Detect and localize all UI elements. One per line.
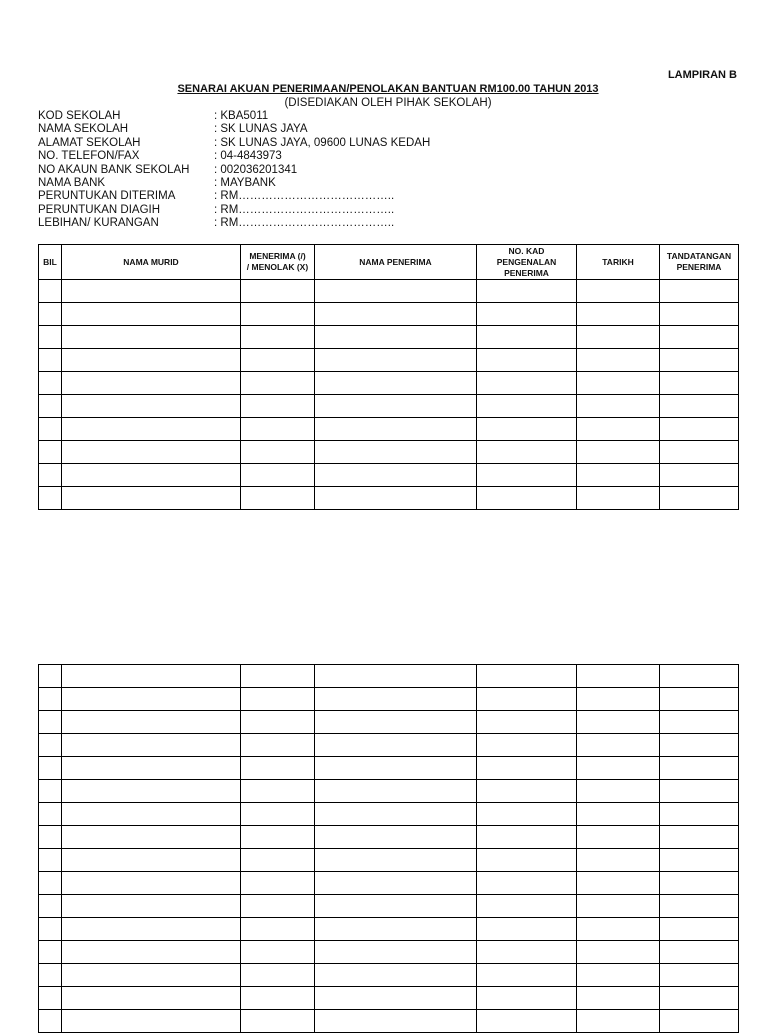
table-cell[interactable]: [39, 303, 62, 326]
table-cell[interactable]: [477, 757, 577, 780]
table-row: [39, 395, 739, 418]
table-cell[interactable]: [477, 349, 577, 372]
table-cell[interactable]: [477, 441, 577, 464]
table-cell[interactable]: [660, 418, 739, 441]
table-cell[interactable]: [241, 918, 315, 941]
table-row: [39, 303, 739, 326]
info-value: : SK LUNAS JAYA: [214, 123, 308, 136]
info-value: : KBA5011: [214, 110, 269, 122]
table-cell[interactable]: [577, 941, 660, 964]
table-cell[interactable]: [62, 665, 241, 688]
table-row: [39, 1010, 739, 1033]
table-cell[interactable]: [39, 872, 62, 895]
table-cell[interactable]: [477, 987, 577, 1010]
table-cell[interactable]: [577, 487, 660, 510]
table-cell[interactable]: [660, 803, 739, 826]
table-cell[interactable]: [39, 826, 62, 849]
table-row: [39, 941, 739, 964]
table-row: [39, 849, 739, 872]
table-cell[interactable]: [241, 895, 315, 918]
info-value: : RM…………………………………..: [214, 190, 395, 203]
column-header-tarikh: TARIKH: [577, 245, 660, 280]
table-cell[interactable]: [315, 665, 477, 688]
table-cell[interactable]: [241, 849, 315, 872]
table-cell[interactable]: [62, 872, 241, 895]
info-label: NO AKAUN BANK SEKOLAH: [38, 163, 190, 176]
table-cell[interactable]: [315, 303, 477, 326]
table-cell[interactable]: [62, 757, 241, 780]
table-cell[interactable]: [39, 418, 62, 441]
table-cell[interactable]: [241, 349, 315, 372]
lampiran-label: LAMPIRAN B: [667, 69, 737, 81]
table-cell[interactable]: [660, 326, 739, 349]
column-header-no-kad-pengenalan: NO. KAD PENGENALAN PENERIMA: [477, 245, 577, 280]
info-label: PERUNTUKAN DIAGIH: [38, 203, 161, 216]
table-cell[interactable]: [660, 987, 739, 1010]
table-cell[interactable]: [477, 395, 577, 418]
table-cell[interactable]: [577, 849, 660, 872]
table-cell[interactable]: [315, 826, 477, 849]
table-cell[interactable]: [39, 326, 62, 349]
table-cell[interactable]: [315, 688, 477, 711]
table-cell[interactable]: [660, 872, 739, 895]
table-row: [39, 872, 739, 895]
table-cell[interactable]: [62, 303, 241, 326]
table-row: [39, 803, 739, 826]
table-cell[interactable]: [577, 964, 660, 987]
table-cell[interactable]: [660, 280, 739, 303]
table-cell[interactable]: [577, 441, 660, 464]
table-row: [39, 895, 739, 918]
table-cell[interactable]: [660, 757, 739, 780]
table-cell[interactable]: [477, 1010, 577, 1033]
table-cell[interactable]: [39, 349, 62, 372]
table-cell[interactable]: [241, 464, 315, 487]
table-cell[interactable]: [477, 487, 577, 510]
table-cell[interactable]: [577, 280, 660, 303]
info-row-alamat-sekolah: [38, 137, 430, 150]
table-cell[interactable]: [39, 280, 62, 303]
table-cell[interactable]: [577, 372, 660, 395]
table-row: [39, 757, 739, 780]
table-cell[interactable]: [315, 1010, 477, 1033]
info-value: : 04-4843973: [214, 150, 282, 163]
column-header-menerima-menolak: MENERIMA (/) / MENOLAK (X): [241, 245, 315, 280]
document-subtitle: (DISEDIAKAN OLEH PIHAK SEKOLAH): [284, 97, 492, 109]
table-cell[interactable]: [62, 780, 241, 803]
table-cell[interactable]: [315, 849, 477, 872]
table-cell[interactable]: [315, 464, 477, 487]
table-cell[interactable]: [477, 918, 577, 941]
table-cell[interactable]: [241, 372, 315, 395]
column-header-tandatangan: TANDATANGAN PENERIMA: [660, 245, 739, 280]
info-value: : 002036201341: [214, 163, 298, 176]
table-cell[interactable]: [577, 734, 660, 757]
table-cell[interactable]: [315, 987, 477, 1010]
table-cell[interactable]: [39, 395, 62, 418]
table-cell[interactable]: [477, 941, 577, 964]
table-row: [39, 280, 739, 303]
table-cell[interactable]: [241, 688, 315, 711]
table-cell[interactable]: [62, 849, 241, 872]
table-cell[interactable]: [39, 1010, 62, 1033]
table-cell[interactable]: [315, 895, 477, 918]
table-cell[interactable]: [577, 688, 660, 711]
info-row-kod-sekolah: [38, 110, 430, 123]
table-cell[interactable]: [477, 826, 577, 849]
table-cell[interactable]: [577, 826, 660, 849]
table-cell[interactable]: [315, 487, 477, 510]
table-cell[interactable]: [39, 487, 62, 510]
table-cell[interactable]: [660, 665, 739, 688]
table-cell[interactable]: [62, 1010, 241, 1033]
table-cell[interactable]: [315, 941, 477, 964]
table-row: [39, 918, 739, 941]
column-header-bil: BIL: [39, 245, 62, 280]
table-cell[interactable]: [315, 734, 477, 757]
table-cell[interactable]: [315, 757, 477, 780]
table-cell[interactable]: [577, 803, 660, 826]
table-cell[interactable]: [315, 803, 477, 826]
table-row: [39, 326, 739, 349]
table-cell[interactable]: [660, 372, 739, 395]
table-cell[interactable]: [39, 372, 62, 395]
recipient-table-page-2: [38, 664, 739, 1033]
table-cell[interactable]: [577, 326, 660, 349]
table-cell[interactable]: [39, 688, 62, 711]
table-cell[interactable]: [577, 987, 660, 1010]
table-cell[interactable]: [660, 780, 739, 803]
table-cell[interactable]: [39, 464, 62, 487]
table-cell[interactable]: [477, 849, 577, 872]
table-row: [39, 464, 739, 487]
table-row: [39, 826, 739, 849]
info-value: : SK LUNAS JAYA, 09600 LUNAS KEDAH: [214, 136, 431, 149]
table-cell[interactable]: [660, 441, 739, 464]
table-row: [39, 987, 739, 1010]
column-header-nama-penerima: NAMA PENERIMA: [315, 245, 477, 280]
table-cell[interactable]: [241, 872, 315, 895]
table-cell[interactable]: [577, 395, 660, 418]
info-label: NO. TELEFON/FAX: [38, 150, 140, 163]
table-cell[interactable]: [241, 280, 315, 303]
table-cell[interactable]: [315, 964, 477, 987]
table-cell[interactable]: [660, 487, 739, 510]
table-row: [39, 688, 739, 711]
table-cell[interactable]: [39, 918, 62, 941]
table-cell[interactable]: [62, 441, 241, 464]
table-cell[interactable]: [39, 780, 62, 803]
table-cell[interactable]: [39, 803, 62, 826]
info-value: : RM…………………………………..: [214, 217, 395, 230]
table-cell[interactable]: [62, 349, 241, 372]
recipient-table-page-1: [38, 244, 739, 510]
table-cell[interactable]: [241, 303, 315, 326]
table-header-row: [39, 245, 739, 280]
table-cell[interactable]: [477, 303, 577, 326]
table-cell[interactable]: [477, 418, 577, 441]
table-cell[interactable]: [660, 464, 739, 487]
table-cell[interactable]: [315, 395, 477, 418]
table-cell[interactable]: [62, 418, 241, 441]
table-cell[interactable]: [660, 349, 739, 372]
table-row: [39, 964, 739, 987]
info-row-lebihan-kurangan: [38, 217, 430, 230]
table-cell[interactable]: [477, 895, 577, 918]
table-cell[interactable]: [39, 941, 62, 964]
table-cell[interactable]: [62, 711, 241, 734]
info-row-nama-bank: [38, 177, 430, 190]
table-cell[interactable]: [477, 872, 577, 895]
table-cell[interactable]: [577, 918, 660, 941]
table-cell[interactable]: [577, 1010, 660, 1033]
table-cell[interactable]: [315, 711, 477, 734]
table-cell[interactable]: [62, 487, 241, 510]
table-cell[interactable]: [477, 734, 577, 757]
table-cell[interactable]: [660, 1010, 739, 1033]
table-cell[interactable]: [477, 711, 577, 734]
table-cell[interactable]: [477, 464, 577, 487]
table-cell[interactable]: [660, 941, 739, 964]
table-cell[interactable]: [39, 964, 62, 987]
table-cell[interactable]: [241, 987, 315, 1010]
table-cell[interactable]: [315, 418, 477, 441]
table-cell[interactable]: [62, 734, 241, 757]
table-cell[interactable]: [241, 418, 315, 441]
table-cell[interactable]: [315, 872, 477, 895]
table-cell[interactable]: [62, 826, 241, 849]
table-cell[interactable]: [39, 757, 62, 780]
table-cell[interactable]: [39, 987, 62, 1010]
table-cell[interactable]: [477, 665, 577, 688]
document-title: SENARAI AKUAN PENERIMAAN/PENOLAKAN BANTUAN RM100.00 TAHUN 2013: [177, 83, 599, 95]
table-row: [39, 711, 739, 734]
table-cell[interactable]: [39, 734, 62, 757]
info-label: PERUNTUKAN DITERIMA: [38, 190, 176, 203]
table-cell[interactable]: [241, 964, 315, 987]
info-row-telefon-fax: [38, 150, 430, 163]
table-cell[interactable]: [241, 941, 315, 964]
table-cell[interactable]: [477, 964, 577, 987]
table-row: [39, 349, 739, 372]
table-cell[interactable]: [577, 418, 660, 441]
table-row: [39, 780, 739, 803]
table-cell[interactable]: [241, 395, 315, 418]
table-row: [39, 665, 739, 688]
table-cell[interactable]: [477, 780, 577, 803]
info-label: LEBIHAN/ KURANGAN: [38, 217, 159, 230]
info-row-nama-sekolah: [38, 123, 430, 136]
table-cell[interactable]: [577, 464, 660, 487]
table-cell[interactable]: [477, 803, 577, 826]
table-cell[interactable]: [62, 395, 241, 418]
table-cell[interactable]: [660, 895, 739, 918]
table-cell[interactable]: [577, 665, 660, 688]
table-cell[interactable]: [577, 895, 660, 918]
table-cell[interactable]: [62, 987, 241, 1010]
table-cell[interactable]: [660, 964, 739, 987]
table-cell[interactable]: [315, 918, 477, 941]
table-cell[interactable]: [660, 918, 739, 941]
table-cell[interactable]: [660, 849, 739, 872]
table-cell[interactable]: [660, 711, 739, 734]
info-value: : MAYBANK: [214, 177, 276, 190]
table-cell[interactable]: [62, 280, 241, 303]
table-cell[interactable]: [241, 826, 315, 849]
table-cell[interactable]: [39, 895, 62, 918]
table-cell[interactable]: [477, 280, 577, 303]
table-cell[interactable]: [62, 326, 241, 349]
table-cell[interactable]: [315, 349, 477, 372]
table-row: [39, 487, 739, 510]
column-header-nama-murid: NAMA MURID: [62, 245, 241, 280]
table-cell[interactable]: [241, 803, 315, 826]
table-cell[interactable]: [315, 326, 477, 349]
info-value: : RM…………………………………..: [214, 203, 395, 216]
table-cell[interactable]: [62, 895, 241, 918]
table-cell[interactable]: [241, 665, 315, 688]
table-cell[interactable]: [62, 918, 241, 941]
table-cell[interactable]: [39, 711, 62, 734]
table-cell[interactable]: [660, 734, 739, 757]
table-cell[interactable]: [39, 849, 62, 872]
info-row-peruntukan-diagih: [38, 204, 430, 217]
table-cell[interactable]: [477, 372, 577, 395]
table-cell[interactable]: [577, 349, 660, 372]
info-row-akaun-bank: [38, 164, 430, 177]
table-cell[interactable]: [62, 464, 241, 487]
info-row-peruntukan-diterima: [38, 190, 430, 203]
table-cell[interactable]: [241, 441, 315, 464]
table-cell[interactable]: [62, 964, 241, 987]
table-cell[interactable]: [315, 280, 477, 303]
table-cell[interactable]: [477, 688, 577, 711]
table-cell[interactable]: [62, 941, 241, 964]
info-label: NAMA BANK: [38, 177, 106, 190]
info-label: KOD SEKOLAH: [38, 110, 121, 122]
table-cell[interactable]: [241, 734, 315, 757]
info-label: ALAMAT SEKOLAH: [38, 136, 141, 149]
table-cell[interactable]: [315, 372, 477, 395]
table-cell[interactable]: [315, 780, 477, 803]
table-cell[interactable]: [62, 803, 241, 826]
table-cell[interactable]: [315, 441, 477, 464]
table-cell[interactable]: [577, 872, 660, 895]
table-cell[interactable]: [241, 780, 315, 803]
table-cell[interactable]: [660, 688, 739, 711]
table-cell[interactable]: [62, 372, 241, 395]
table-cell[interactable]: [660, 395, 739, 418]
table-cell[interactable]: [660, 303, 739, 326]
table-cell[interactable]: [62, 688, 241, 711]
table-cell[interactable]: [241, 326, 315, 349]
table-row: [39, 441, 739, 464]
school-info: [38, 110, 430, 231]
table-cell[interactable]: [241, 711, 315, 734]
table-cell[interactable]: [577, 757, 660, 780]
table-cell[interactable]: [577, 711, 660, 734]
table-cell[interactable]: [660, 826, 739, 849]
table-cell[interactable]: [477, 326, 577, 349]
table-row: [39, 372, 739, 395]
table-cell[interactable]: [241, 1010, 315, 1033]
table-cell[interactable]: [577, 780, 660, 803]
table-cell[interactable]: [241, 487, 315, 510]
table-cell[interactable]: [39, 665, 62, 688]
table-cell[interactable]: [241, 757, 315, 780]
table-cell[interactable]: [39, 441, 62, 464]
table-row: [39, 418, 739, 441]
table-row: [39, 734, 739, 757]
table-cell[interactable]: [577, 303, 660, 326]
info-label: NAMA SEKOLAH: [38, 123, 129, 136]
